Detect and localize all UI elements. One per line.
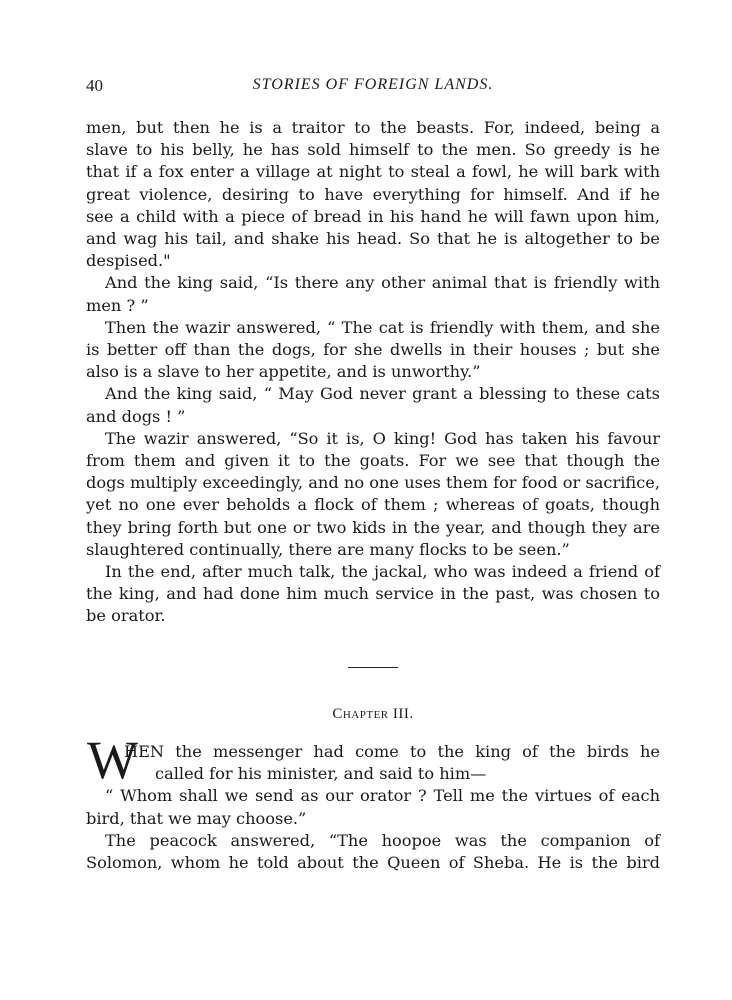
text-line: And the king said, “ May God never grant a blessing to these cats <box>105 384 660 404</box>
text-line: bird, that we may choose.” <box>86 808 307 828</box>
page-number: 40 <box>86 76 103 95</box>
text-line: they bring forth but one or two kids in the year, and though they are <box>86 517 660 537</box>
text-line: and dogs ! ” <box>86 406 186 426</box>
text-line: men ? ” <box>86 295 149 315</box>
text-line: men, but then he is a traitor to the beasts. For, indeed, being a <box>86 118 660 137</box>
text-line: And the king said, “Is there any other animal that is friendly with <box>105 273 660 293</box>
text-line: that if a fox enter a village at night to steal a fowl, he will bark with <box>86 162 660 182</box>
chapter-heading: Chapter III. <box>332 706 414 722</box>
text-line: The peacock answered, “The hoopoe was the companion of <box>105 830 660 850</box>
text-line: Solomon, whom he told about the Queen of Sheba. He is the bird <box>86 853 660 873</box>
body-text <box>86 117 660 628</box>
text-line: yet no one ever beholds a flock of them ; whereas of goats, though <box>86 495 660 515</box>
page-header <box>86 76 660 100</box>
text-line: the king, and had done him much service in the past, was chosen to <box>86 584 660 604</box>
text-line: HEN the messenger had come to the king of the birds he <box>124 742 660 761</box>
text-line: slaughtered continually, there are many flocks to be seen.” <box>86 539 570 559</box>
text-line: also is a slave to her appetite, and is unworthy.” <box>86 362 481 382</box>
text-line: dogs multiply exceedingly, and no one uses them for food or sacrifice, <box>86 473 660 493</box>
chapter-text <box>86 741 660 874</box>
text-line: be orator. <box>86 606 166 626</box>
text-line: The wazir answered, “So it is, O king! God has taken his favour <box>105 428 660 448</box>
text-line: from them and given it to the goats. For we see that though the <box>86 451 660 471</box>
text-line: Then the wazir answered, “ The cat is friendly with them, and she <box>105 317 660 337</box>
running-head: STORIES OF FOREIGN LANDS. <box>252 76 494 93</box>
text-line: see a child with a piece of bread in his hand he will fawn upon him, <box>86 206 660 226</box>
text-line: In the end, after much talk, the jackal, who was indeed a friend of <box>105 562 660 582</box>
text-line: slave to his belly, he has sold himself to the men. So greedy is he <box>86 140 660 160</box>
text-line: is better off than the dogs, for she dwells in their houses ; but she <box>86 340 660 360</box>
text-line: despised." <box>86 251 171 271</box>
text-line: called for his minister, and said to him— <box>155 764 487 784</box>
drop-cap: W <box>87 730 138 790</box>
section-divider <box>348 667 398 668</box>
text-line: “ Whom shall we send as our orator ? Tell me the virtues of each <box>105 786 660 806</box>
text-line: great violence, desiring to have everything for himself. And if he <box>86 184 660 204</box>
text-line: and wag his tail, and shake his head. So that he is altogether to be <box>86 229 660 249</box>
